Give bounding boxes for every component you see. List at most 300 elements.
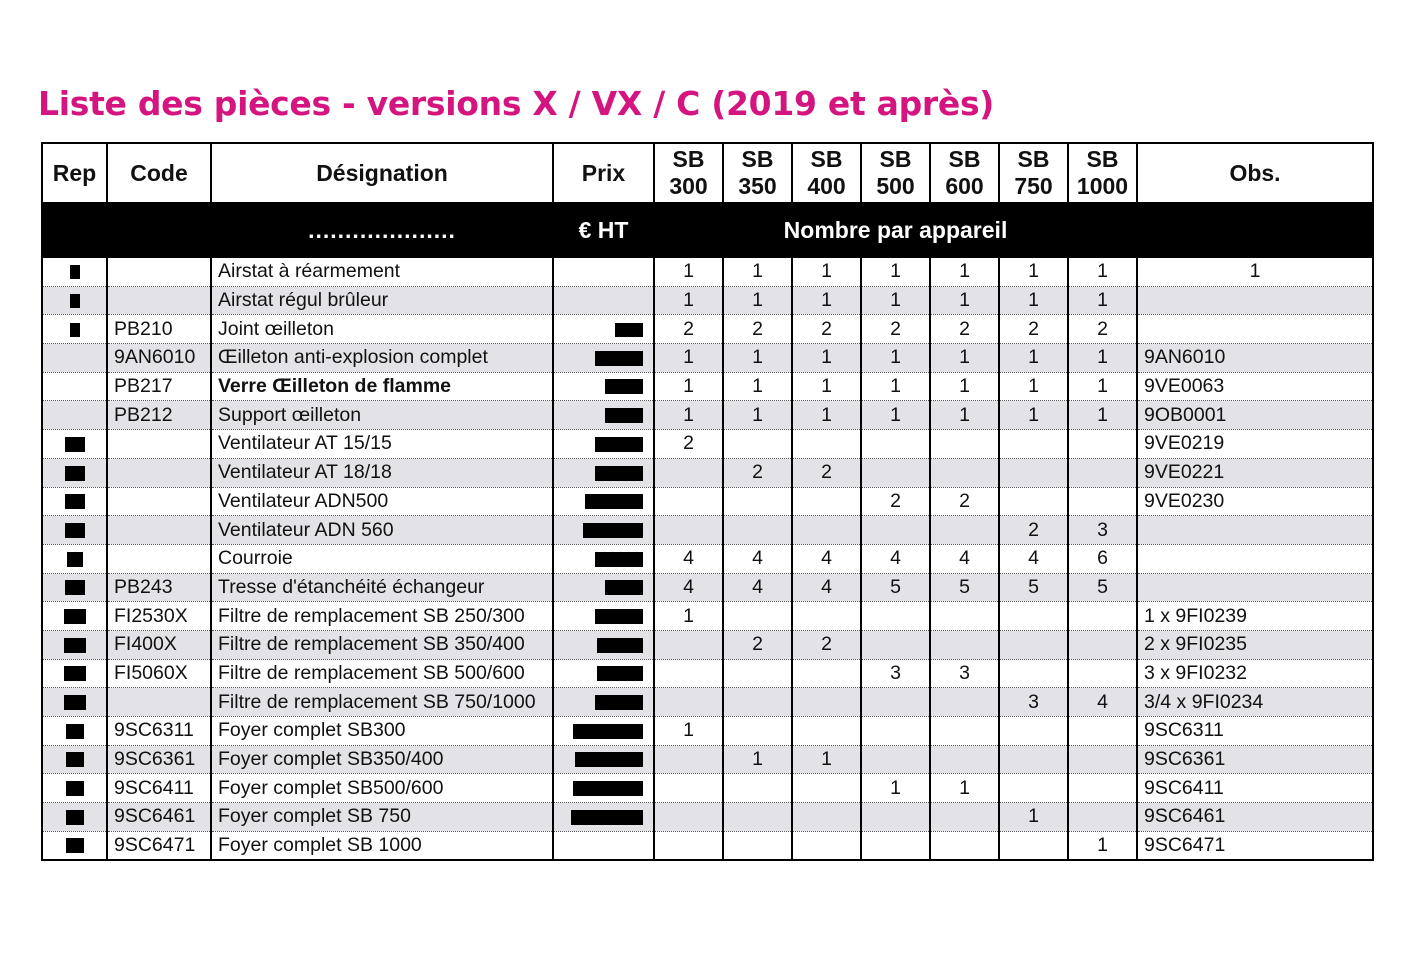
quantity-cell: 1 xyxy=(654,258,723,286)
quantity-cell xyxy=(723,659,792,688)
quantity-cell: 1 xyxy=(999,803,1068,832)
quantity-cell: 1 xyxy=(999,258,1068,286)
quantity-cell: 5 xyxy=(930,573,999,602)
rep-cell xyxy=(42,717,107,746)
obs-cell: 9SC6461 xyxy=(1137,803,1373,832)
obs-cell: 9SC6411 xyxy=(1137,774,1373,803)
page-title: Liste des pièces - versions X / VX / C (2019 et après) xyxy=(38,84,995,123)
redacted-price-mark xyxy=(595,351,643,366)
designation-cell: Filtre de remplacement SB 350/400 xyxy=(211,630,553,659)
quantity-cell xyxy=(792,602,861,631)
redacted-price-mark xyxy=(597,638,643,653)
rep-cell xyxy=(42,630,107,659)
quantity-cell xyxy=(792,803,861,832)
quantity-cell: 1 xyxy=(654,401,723,430)
table-row xyxy=(42,258,1373,286)
code-cell: FI5060X xyxy=(107,659,211,688)
table-row xyxy=(42,688,1373,717)
obs-cell: 9VE0230 xyxy=(1137,487,1373,516)
quantity-cell: 1 xyxy=(861,372,930,401)
quantity-cell: 2 xyxy=(792,458,861,487)
code-cell: 9SC6471 xyxy=(107,831,211,860)
rep-cell xyxy=(42,831,107,860)
designation-cell: Tresse d'étanchéité échangeur xyxy=(211,573,553,602)
quantity-cell: 1 xyxy=(1068,401,1137,430)
designation-cell: Ventilateur AT 18/18 xyxy=(211,458,553,487)
quantity-cell xyxy=(723,430,792,459)
quantity-cell: 3 xyxy=(1068,516,1137,545)
subheader-prix: € HT xyxy=(553,202,654,258)
table-row xyxy=(42,659,1373,688)
quantity-cell xyxy=(930,516,999,545)
quantity-cell xyxy=(792,688,861,717)
prix-cell xyxy=(553,315,654,344)
quantity-cell xyxy=(999,717,1068,746)
subheader-models: Nombre par appareil xyxy=(654,202,1137,258)
quantity-cell xyxy=(999,831,1068,860)
redacted-price-mark xyxy=(605,408,643,423)
redacted-price-mark xyxy=(571,810,643,825)
quantity-cell: 1 xyxy=(792,372,861,401)
code-cell: 9SC6461 xyxy=(107,803,211,832)
quantity-cell: 1 xyxy=(861,344,930,373)
redacted-price-mark xyxy=(585,494,643,509)
code-cell xyxy=(107,258,211,286)
table-row xyxy=(42,516,1373,545)
quantity-cell: 3 xyxy=(930,659,999,688)
parts-table-body xyxy=(42,258,1373,860)
quantity-cell: 1 xyxy=(930,401,999,430)
quantity-cell xyxy=(930,430,999,459)
prix-cell xyxy=(553,659,654,688)
redacted-price-mark xyxy=(605,379,643,394)
header-obs: Obs. xyxy=(1137,143,1373,202)
quantity-cell xyxy=(999,630,1068,659)
redacted-price-mark xyxy=(597,666,643,681)
code-cell: 9SC6311 xyxy=(107,717,211,746)
header-model: SB 350 xyxy=(723,143,792,202)
prix-cell xyxy=(553,688,654,717)
prix-cell xyxy=(553,487,654,516)
obs-cell: 1 x 9FI0239 xyxy=(1137,602,1373,631)
designation-cell: Œilleton anti-explosion complet xyxy=(211,344,553,373)
quantity-cell: 2 xyxy=(654,430,723,459)
quantity-cell xyxy=(654,516,723,545)
quantity-cell: 1 xyxy=(1068,344,1137,373)
designation-cell: Foyer complet SB 1000 xyxy=(211,831,553,860)
quantity-cell xyxy=(999,458,1068,487)
rep-cell xyxy=(42,344,107,373)
prix-cell xyxy=(553,344,654,373)
code-cell xyxy=(107,430,211,459)
prix-cell xyxy=(553,458,654,487)
quantity-cell xyxy=(861,745,930,774)
prix-cell xyxy=(553,602,654,631)
quantity-cell: 4 xyxy=(792,544,861,573)
redacted-price-mark xyxy=(595,695,643,710)
redacted-price-mark xyxy=(595,552,643,567)
quantity-cell xyxy=(1068,774,1137,803)
quantity-cell xyxy=(1068,630,1137,659)
quantity-cell xyxy=(654,659,723,688)
quantity-cell: 1 xyxy=(654,372,723,401)
code-cell xyxy=(107,487,211,516)
redacted-price-mark xyxy=(583,523,643,538)
quantity-cell xyxy=(930,717,999,746)
code-cell: PB217 xyxy=(107,372,211,401)
designation-cell: Airstat régul brûleur xyxy=(211,286,553,315)
quantity-cell xyxy=(654,803,723,832)
quantity-cell xyxy=(1068,745,1137,774)
obs-cell xyxy=(1137,286,1373,315)
rep-cell xyxy=(42,258,107,286)
quantity-cell: 1 xyxy=(723,344,792,373)
redacted-rep-mark xyxy=(66,810,84,825)
quantity-cell xyxy=(1068,458,1137,487)
quantity-cell xyxy=(861,602,930,631)
subheader-row xyxy=(42,202,1373,258)
quantity-cell xyxy=(792,774,861,803)
code-cell xyxy=(107,544,211,573)
table-row xyxy=(42,602,1373,631)
rep-cell xyxy=(42,430,107,459)
quantity-cell xyxy=(999,602,1068,631)
code-cell xyxy=(107,688,211,717)
code-cell xyxy=(107,516,211,545)
quantity-cell: 1 xyxy=(723,372,792,401)
table-row xyxy=(42,745,1373,774)
quantity-cell xyxy=(1068,602,1137,631)
quantity-cell: 1 xyxy=(723,258,792,286)
quantity-cell: 4 xyxy=(930,544,999,573)
quantity-cell: 2 xyxy=(723,630,792,659)
redacted-rep-mark xyxy=(70,265,80,279)
obs-cell: 9VE0221 xyxy=(1137,458,1373,487)
rep-cell xyxy=(42,544,107,573)
code-cell: PB212 xyxy=(107,401,211,430)
rep-cell xyxy=(42,372,107,401)
rep-cell xyxy=(42,745,107,774)
table-row xyxy=(42,717,1373,746)
quantity-cell xyxy=(723,831,792,860)
quantity-cell: 5 xyxy=(1068,573,1137,602)
quantity-cell: 2 xyxy=(861,315,930,344)
quantity-cell: 1 xyxy=(723,745,792,774)
quantity-cell: 1 xyxy=(861,774,930,803)
header-model: SB 400 xyxy=(792,143,861,202)
quantity-cell xyxy=(792,717,861,746)
table-row xyxy=(42,774,1373,803)
rep-cell xyxy=(42,315,107,344)
quantity-cell xyxy=(654,774,723,803)
quantity-cell: 1 xyxy=(999,286,1068,315)
redacted-rep-mark xyxy=(64,638,86,653)
quantity-cell xyxy=(999,659,1068,688)
quantity-cell: 1 xyxy=(999,344,1068,373)
quantity-cell: 2 xyxy=(1068,315,1137,344)
designation-cell: Joint œilleton xyxy=(211,315,553,344)
code-cell: 9AN6010 xyxy=(107,344,211,373)
obs-cell xyxy=(1137,573,1373,602)
quantity-cell: 1 xyxy=(930,372,999,401)
quantity-cell xyxy=(861,831,930,860)
quantity-cell: 1 xyxy=(654,344,723,373)
redacted-rep-mark xyxy=(65,580,85,595)
subheader-blank xyxy=(42,202,107,258)
quantity-cell xyxy=(930,458,999,487)
code-cell: PB243 xyxy=(107,573,211,602)
obs-cell: 9VE0219 xyxy=(1137,430,1373,459)
obs-cell xyxy=(1137,544,1373,573)
table-row xyxy=(42,458,1373,487)
redacted-price-mark xyxy=(573,781,643,796)
designation-cell: Ventilateur ADN500 xyxy=(211,487,553,516)
quantity-cell: 1 xyxy=(1068,372,1137,401)
redacted-rep-mark xyxy=(65,466,85,481)
quantity-cell xyxy=(723,803,792,832)
quantity-cell: 1 xyxy=(930,344,999,373)
subheader-blank xyxy=(107,202,211,258)
rep-cell xyxy=(42,774,107,803)
table-row xyxy=(42,286,1373,315)
quantity-cell: 1 xyxy=(723,286,792,315)
quantity-cell: 1 xyxy=(930,286,999,315)
table-row xyxy=(42,487,1373,516)
redacted-price-mark xyxy=(595,609,643,624)
obs-cell: 3/4 x 9FI0234 xyxy=(1137,688,1373,717)
quantity-cell: 1 xyxy=(792,401,861,430)
redacted-price-mark xyxy=(595,466,643,481)
quantity-cell xyxy=(861,717,930,746)
quantity-cell: 1 xyxy=(792,344,861,373)
header-code: Code xyxy=(107,143,211,202)
prix-cell xyxy=(553,544,654,573)
subheader-designation: .................... xyxy=(211,202,553,258)
rep-cell xyxy=(42,401,107,430)
designation-cell: Ventilateur ADN 560 xyxy=(211,516,553,545)
quantity-cell: 4 xyxy=(723,544,792,573)
designation-cell: Verre Œilleton de flamme xyxy=(211,372,553,401)
quantity-cell: 2 xyxy=(861,487,930,516)
quantity-cell xyxy=(861,688,930,717)
quantity-cell xyxy=(999,745,1068,774)
designation-cell: Foyer complet SB500/600 xyxy=(211,774,553,803)
quantity-cell: 2 xyxy=(792,315,861,344)
quantity-cell: 4 xyxy=(654,573,723,602)
quantity-cell xyxy=(861,803,930,832)
redacted-price-mark xyxy=(573,724,643,739)
prix-cell xyxy=(553,516,654,545)
designation-cell: Support œilleton xyxy=(211,401,553,430)
obs-cell: 3 x 9FI0232 xyxy=(1137,659,1373,688)
header-model: SB 600 xyxy=(930,143,999,202)
quantity-cell xyxy=(930,831,999,860)
rep-cell xyxy=(42,659,107,688)
rep-cell xyxy=(42,458,107,487)
prix-cell xyxy=(553,258,654,286)
code-cell xyxy=(107,458,211,487)
quantity-cell: 4 xyxy=(723,573,792,602)
designation-cell: Foyer complet SB 750 xyxy=(211,803,553,832)
redacted-rep-mark xyxy=(65,494,85,509)
quantity-cell: 1 xyxy=(654,717,723,746)
prix-cell xyxy=(553,401,654,430)
header-model: SB 500 xyxy=(861,143,930,202)
quantity-cell xyxy=(1068,659,1137,688)
rep-cell xyxy=(42,487,107,516)
quantity-cell: 1 xyxy=(1068,831,1137,860)
quantity-cell: 2 xyxy=(723,458,792,487)
quantity-cell xyxy=(654,630,723,659)
quantity-cell: 1 xyxy=(792,258,861,286)
quantity-cell: 1 xyxy=(654,286,723,315)
obs-cell: 9SC6361 xyxy=(1137,745,1373,774)
prix-cell xyxy=(553,630,654,659)
quantity-cell xyxy=(654,745,723,774)
quantity-cell: 1 xyxy=(861,286,930,315)
table-row xyxy=(42,401,1373,430)
quantity-cell: 1 xyxy=(1068,258,1137,286)
redacted-price-mark xyxy=(605,580,643,595)
redacted-rep-mark xyxy=(65,523,85,538)
prix-cell xyxy=(553,430,654,459)
quantity-cell xyxy=(930,745,999,774)
quantity-cell xyxy=(930,803,999,832)
quantity-cell: 1 xyxy=(723,401,792,430)
quantity-cell: 6 xyxy=(1068,544,1137,573)
quantity-cell: 2 xyxy=(723,315,792,344)
code-cell xyxy=(107,286,211,315)
quantity-cell xyxy=(861,430,930,459)
quantity-cell xyxy=(654,487,723,516)
quantity-cell: 5 xyxy=(999,573,1068,602)
quantity-cell: 1 xyxy=(861,401,930,430)
prix-cell xyxy=(553,831,654,860)
designation-cell: Filtre de remplacement SB 500/600 xyxy=(211,659,553,688)
quantity-cell: 4 xyxy=(999,544,1068,573)
designation-cell: Foyer complet SB350/400 xyxy=(211,745,553,774)
quantity-cell xyxy=(723,602,792,631)
quantity-cell: 2 xyxy=(654,315,723,344)
code-cell: FI400X xyxy=(107,630,211,659)
quantity-cell xyxy=(999,430,1068,459)
prix-cell xyxy=(553,573,654,602)
quantity-cell xyxy=(723,717,792,746)
table-row xyxy=(42,630,1373,659)
prix-cell xyxy=(553,717,654,746)
prix-cell xyxy=(553,803,654,832)
table-row xyxy=(42,344,1373,373)
quantity-cell xyxy=(723,516,792,545)
redacted-rep-mark xyxy=(66,724,84,739)
obs-cell: 9SC6471 xyxy=(1137,831,1373,860)
rep-cell xyxy=(42,803,107,832)
table-row xyxy=(42,430,1373,459)
quantity-cell: 3 xyxy=(861,659,930,688)
quantity-cell xyxy=(654,688,723,717)
obs-cell: 9SC6311 xyxy=(1137,717,1373,746)
redacted-rep-mark xyxy=(66,752,84,767)
rep-cell xyxy=(42,602,107,631)
quantity-cell: 2 xyxy=(999,516,1068,545)
quantity-cell xyxy=(930,602,999,631)
designation-cell: Foyer complet SB300 xyxy=(211,717,553,746)
table-row xyxy=(42,831,1373,860)
designation-cell: Filtre de remplacement SB 250/300 xyxy=(211,602,553,631)
quantity-cell xyxy=(723,774,792,803)
quantity-cell xyxy=(930,688,999,717)
redacted-rep-mark xyxy=(66,781,84,796)
redacted-rep-mark xyxy=(64,695,86,710)
redacted-rep-mark xyxy=(64,609,86,624)
quantity-cell: 1 xyxy=(861,258,930,286)
quantity-cell: 3 xyxy=(999,688,1068,717)
quantity-cell xyxy=(999,774,1068,803)
designation-cell: Courroie xyxy=(211,544,553,573)
header-designation: Désignation xyxy=(211,143,553,202)
obs-cell: 9VE0063 xyxy=(1137,372,1373,401)
quantity-cell xyxy=(861,458,930,487)
quantity-cell: 1 xyxy=(792,745,861,774)
prix-cell xyxy=(553,372,654,401)
redacted-rep-mark xyxy=(65,437,85,452)
quantity-cell xyxy=(654,831,723,860)
obs-cell: 9AN6010 xyxy=(1137,344,1373,373)
quantity-cell: 4 xyxy=(654,544,723,573)
quantity-cell xyxy=(999,487,1068,516)
quantity-cell: 2 xyxy=(930,487,999,516)
redacted-rep-mark xyxy=(66,838,84,853)
quantity-cell: 1 xyxy=(930,258,999,286)
header-rep: Rep xyxy=(52,159,97,186)
quantity-cell xyxy=(792,487,861,516)
code-cell: PB210 xyxy=(107,315,211,344)
table-row xyxy=(42,803,1373,832)
quantity-cell xyxy=(861,516,930,545)
obs-cell: 1 xyxy=(1137,258,1373,286)
quantity-cell xyxy=(1068,487,1137,516)
obs-cell: 2 x 9FI0235 xyxy=(1137,630,1373,659)
quantity-cell: 4 xyxy=(792,573,861,602)
table-row xyxy=(42,315,1373,344)
quantity-cell: 1 xyxy=(1068,286,1137,315)
quantity-cell xyxy=(1068,803,1137,832)
quantity-cell xyxy=(723,688,792,717)
redacted-price-mark xyxy=(575,752,643,767)
quantity-cell xyxy=(861,630,930,659)
redacted-price-mark xyxy=(615,323,643,337)
quantity-cell: 1 xyxy=(999,372,1068,401)
table-row xyxy=(42,544,1373,573)
redacted-rep-mark xyxy=(64,666,86,681)
header-row xyxy=(42,143,1373,202)
subheader-blank xyxy=(1137,202,1373,258)
quantity-cell: 2 xyxy=(930,315,999,344)
rep-cell xyxy=(42,688,107,717)
redacted-rep-mark xyxy=(70,323,80,337)
quantity-cell xyxy=(792,430,861,459)
code-cell: 9SC6361 xyxy=(107,745,211,774)
table-row xyxy=(42,573,1373,602)
header-model: SB 750 xyxy=(999,143,1068,202)
redacted-price-mark xyxy=(595,437,643,452)
redacted-rep-mark xyxy=(67,552,83,567)
redacted-rep-mark xyxy=(70,294,80,308)
quantity-cell xyxy=(1068,717,1137,746)
prix-cell xyxy=(553,745,654,774)
quantity-cell: 1 xyxy=(654,602,723,631)
quantity-cell xyxy=(792,659,861,688)
